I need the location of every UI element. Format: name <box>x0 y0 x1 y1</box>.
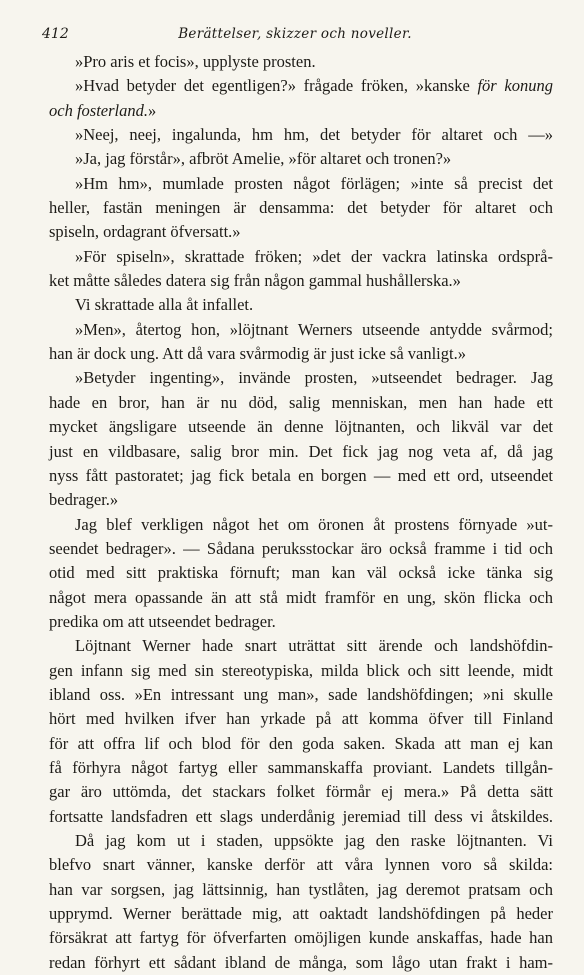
text-line <box>49 269 553 293</box>
text-line <box>49 415 553 439</box>
line-text: »Men», återtog hon, »löjtnant Werners utseende antydde svårmod; <box>75 319 553 339</box>
text-line <box>49 586 553 610</box>
line-text: få förhyra något fartyg eller sammanskaffa proviant. Landets tillgån- <box>49 757 553 777</box>
text-line <box>49 853 553 877</box>
line-text: Jag blef verkligen något het om öronen åt prostens förnyade »ut- <box>75 514 553 534</box>
line-text: »Hm hm», mumlade prosten något förlägen; »inte så precist det <box>75 173 553 193</box>
line-text: seendet bedrager». — Sådana peruksstockar äro också framme i tid och <box>49 538 553 558</box>
text-line <box>49 245 553 269</box>
text-line <box>49 342 553 366</box>
text-line <box>49 366 553 390</box>
text-line <box>49 805 553 829</box>
text-line <box>49 537 553 561</box>
text-line <box>49 74 553 98</box>
text-line <box>49 902 553 926</box>
line-text: upprymd. Werner berättade mig, att oaktadt landshöfdingen på heder <box>49 904 553 924</box>
line-text: Vi skrattade alla åt infallet. <box>75 295 254 315</box>
line-text: något mera opassande än att stå midt framför en ung, skön flicka och <box>49 587 553 607</box>
line-text: spiseln, ordagrant öfversatt.» <box>49 222 241 242</box>
line-text: bedrager.» <box>49 490 119 510</box>
text-line <box>49 926 553 950</box>
line-text: heller, fastän meningen är densamma: det betyder för altaret och <box>49 198 553 218</box>
line-text: hört med hvilken ifver han yrkade på att komma öfver till Finland <box>49 709 553 729</box>
text-line <box>49 659 553 683</box>
text-line <box>49 464 553 488</box>
text-line <box>49 123 553 147</box>
italic-text: för konung <box>477 76 553 96</box>
line-text: blefvo snart vänner, kanske derför att våra lynnen voro så skilda: <box>49 855 553 875</box>
line-text: ket måtte således datera sig från någon gammal hushållerska.» <box>49 271 461 291</box>
line-text: Då jag kom ut i staden, uppsökte jag den raske löjtnanten. Vi <box>75 831 553 850</box>
page-number: 412 <box>42 26 69 42</box>
text-line <box>49 634 553 658</box>
text-line <box>49 50 553 74</box>
page-header <box>42 26 548 48</box>
line-text: »Betyder ingenting», invände prosten, »utseendet bedrager. Jag <box>75 368 553 388</box>
text-line <box>49 147 553 171</box>
text-line <box>49 829 553 853</box>
text-line <box>49 756 553 780</box>
text-line <box>49 561 553 585</box>
line-text: han är dock ung. Att då vara svårmodig är just icke så vanligt.» <box>49 344 466 364</box>
text-line <box>49 318 553 342</box>
text-line <box>49 99 553 123</box>
line-text: »Pro aris et focis», upplyste prosten. <box>75 52 316 71</box>
text-line <box>49 707 553 731</box>
text-line <box>49 172 553 196</box>
text-line <box>49 391 553 415</box>
text-line <box>49 293 553 317</box>
line-text-tail: » <box>148 100 157 120</box>
text-line <box>49 513 553 537</box>
line-text: otid med sitt praktiska förnuft; man kan väl också icke tänka sig <box>49 563 553 583</box>
line-text: försäkrat att fartyg för öfverfarten omöjligen kunde anskaffas, hade han <box>49 928 553 948</box>
line-text: »För spiseln», skrattade fröken; »det der vackra latinska ordsprå- <box>75 246 553 266</box>
italic-text: och fosterland. <box>49 100 148 120</box>
text-line <box>49 488 553 512</box>
text-line <box>49 196 553 220</box>
text-line <box>49 732 553 756</box>
line-text: predika om att utseendet bedrager. <box>49 611 276 631</box>
line-text: fortsatte landsfadren ett slags underdånig jeremiad till dess vi åtskildes. <box>49 806 553 826</box>
running-head: Berättelser, skizzer och noveller. <box>178 26 412 42</box>
text-line <box>49 220 553 244</box>
text-line <box>49 610 553 634</box>
line-text: mycket ängsligare utseende än denne löjtnanten, och likväl var det <box>49 417 553 437</box>
line-text: hade en bror, han är nu död, salig menniskan, men han hade ett <box>49 392 553 412</box>
body-text <box>49 50 553 975</box>
line-text: ibland oss. »En intressant ung man», sade landshöfdingen; »ni skulle <box>49 684 553 704</box>
line-text: Löjtnant Werner hade snart uträttat sitt ärende och landshöfdin- <box>75 636 553 656</box>
line-text: gen infann sig med sin stereotypiska, milda blick och sitt leende, midt <box>49 660 553 680</box>
line-text: »Hvad betyder det egentligen?» frågade fröken, »kanske <box>75 76 478 96</box>
text-line <box>49 951 553 975</box>
line-text: för att offra lif och blod för den goda saken. Skada att man ej kan <box>49 733 553 753</box>
line-text: han var sorgsen, jag lättsinnig, han tystlåten, jag deremot pratsam och <box>49 879 553 899</box>
text-line <box>49 780 553 804</box>
line-text: just en vildbasare, salig bror min. Det fick jag nog veta af, då jag <box>49 441 553 461</box>
text-line <box>49 440 553 464</box>
line-text: »Neej, neej, ingalunda, hm hm, det betyder för altaret och —» <box>75 125 553 145</box>
text-line <box>49 683 553 707</box>
line-text: redan förhyrt ett sådant ibland de många, som lågo utan frakt i ham- <box>49 952 553 972</box>
line-text: gar äro uttömda, det stackars folket förmår ej mera.» På detta sätt <box>49 782 553 802</box>
line-text: »Ja, jag förstår», afbröt Amelie, »för altaret och tronen?» <box>75 149 452 169</box>
text-line <box>49 878 553 902</box>
line-text: nyss fått pastoratet; jag fick betala en borgen — med ett ord, utseendet <box>49 465 553 485</box>
